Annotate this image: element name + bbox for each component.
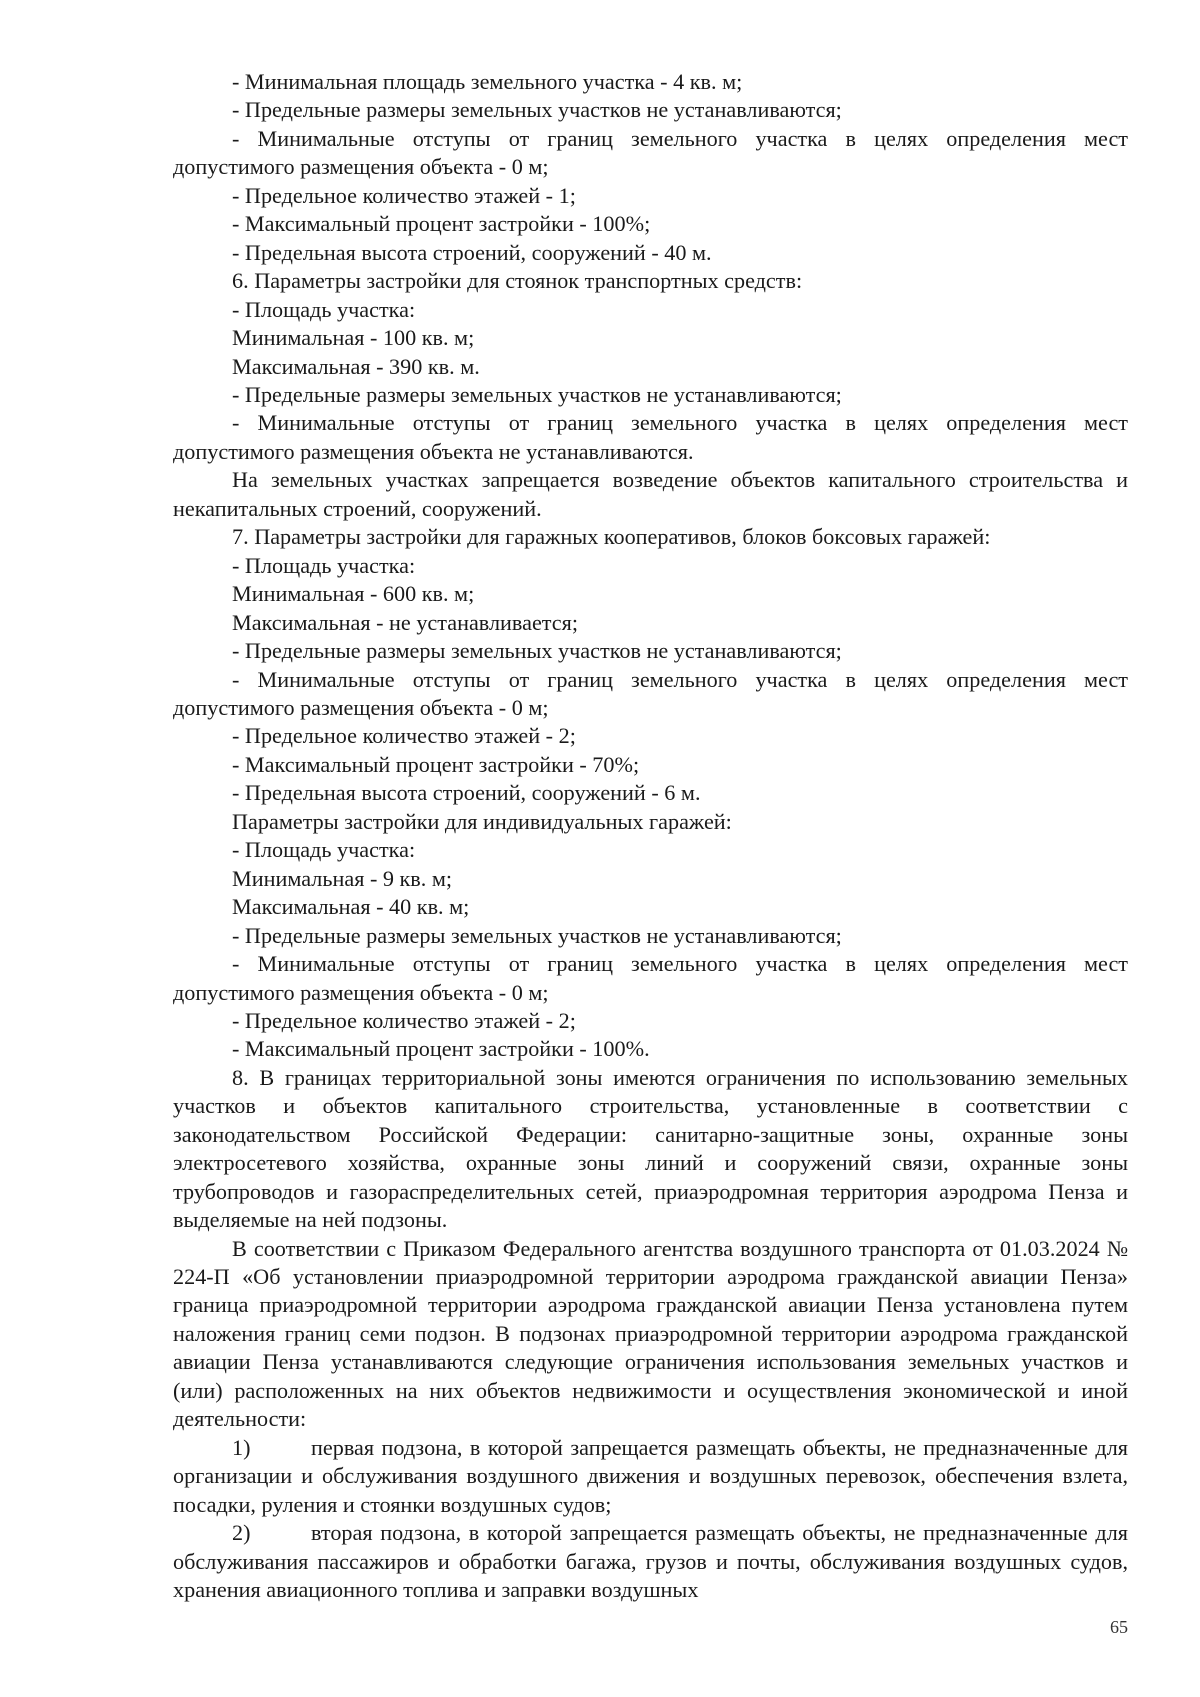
document-body — [173, 68, 1128, 1604]
paragraph: - Максимальный процент застройки - 100%; — [232, 211, 651, 237]
page-number: 65 — [1110, 1617, 1128, 1637]
paragraph: - Минимальная площадь земельного участка - 4 кв. м; — [232, 69, 743, 94]
paragraph: - Площадь участка: — [232, 837, 416, 863]
paragraph: - Площадь участка: — [232, 296, 416, 322]
section-heading-8: 8. В границах территориальной зоны имеются ограничения по использованию земельных участков и объектов капитального строительства, установленные в соответствии с законодательством Российской Федерации: санитарно-защитные зоны, охранные зоны электросетевого хозяйства, охранные зоны линий и сооружений связи, охранные зоны трубопроводов и газораспределительных сетей, приаэродромная территория аэродрома Пенза и выделяемые на ней подзоны. — [173, 1064, 1128, 1233]
paragraph: - Предельные размеры земельных участков не устанавливаются; — [232, 381, 842, 407]
paragraph: Максимальная - не устанавливается; — [232, 609, 578, 635]
paragraph: - Предельное количество этажей - 2; — [232, 723, 576, 749]
paragraph: Максимальная - 40 кв. м; — [232, 894, 470, 920]
paragraph: - Предельные размеры земельных участков не устанавливаются; — [232, 922, 842, 948]
list-item — [173, 1434, 1128, 1519]
section-heading-7: 7. Параметры застройки для гаражных кооперативов, блоков боксовых гаражей: — [232, 524, 991, 550]
paragraph: - Предельные размеры земельных участков не устанавливаются; — [232, 638, 842, 664]
paragraph: - Минимальные отступы от границ земельного участка в целях определения мест допустимого размещения объекта не устанавливаются. — [173, 410, 1128, 464]
paragraph: - Минимальные отступы от границ земельного участка в целях определения мест допустимого размещения объекта - 0 м; — [173, 951, 1128, 1005]
paragraph: - Предельные размеры земельных участков не устанавливаются; — [232, 97, 842, 123]
subsection-heading: Параметры застройки для индивидуальных гаражей: — [232, 808, 732, 834]
paragraph: - Предельная высота строений, сооружений - 40 м. — [232, 239, 712, 265]
paragraph: - Предельное количество этажей - 1; — [232, 182, 576, 208]
list-item-number: 2) — [232, 1520, 251, 1546]
list-item-text: первая подзона, в которой запрещается размещать объекты, не предназначенные для организации и обслуживания воздушного движения и воздушных перевозок, обеспечения взлета, посадки, руления и стоянки воздушных судов; — [173, 1434, 1128, 1517]
list-item-text: вторая подзона, в которой запрещается размещать объекты, не предназначенные для обслуживания пассажиров и обработки багажа, грузов и почты, обслуживания воздушных судов, хранения авиационного топлива и заправки воздушных — [173, 1520, 1128, 1603]
paragraph: Минимальная - 600 кв. м; — [232, 581, 475, 607]
paragraph: В соответствии с Приказом Федерального агентства воздушного транспорта от 01.03.2024 № 224-П «Об установлении приаэродромной территории аэродрома гражданской авиации Пенза» граница приаэродромной территории аэродрома гражданской авиации Пенза установлена путем наложения границ семи подзон. В подзонах приаэродромной территории аэродрома гражданской авиации Пенза устанавливаются следующие ограничения использования земельных участков и (или) расположенных на них объектов недвижимости и осуществления экономической и иной деятельности: — [173, 1235, 1128, 1432]
section-heading-6: 6. Параметры застройки для стоянок транспортных средств: — [232, 268, 803, 294]
paragraph: - Площадь участка: — [232, 552, 416, 578]
paragraph: - Максимальный процент застройки - 100%. — [232, 1036, 650, 1062]
paragraph: - Предельное количество этажей - 2; — [232, 1007, 576, 1033]
paragraph: Минимальная - 9 кв. м; — [232, 865, 453, 891]
paragraph: - Минимальные отступы от границ земельного участка в целях определения мест допустимого размещения объекта - 0 м; — [173, 666, 1128, 720]
paragraph: На земельных участках запрещается возведение объектов капитального строительства и некапитальных строений, сооружений. — [173, 467, 1128, 521]
paragraph: Максимальная - 390 кв. м. — [232, 353, 480, 379]
paragraph: - Предельная высота строений, сооружений - 6 м. — [232, 780, 701, 806]
paragraph: - Минимальные отступы от границ земельного участка в целях определения мест допустимого размещения объекта - 0 м; — [173, 125, 1128, 180]
paragraph: Минимальная - 100 кв. м; — [232, 325, 475, 351]
list-item — [173, 1519, 1128, 1604]
paragraph: - Максимальный процент застройки - 70%; — [232, 751, 640, 777]
list-item-number: 1) — [232, 1434, 251, 1460]
